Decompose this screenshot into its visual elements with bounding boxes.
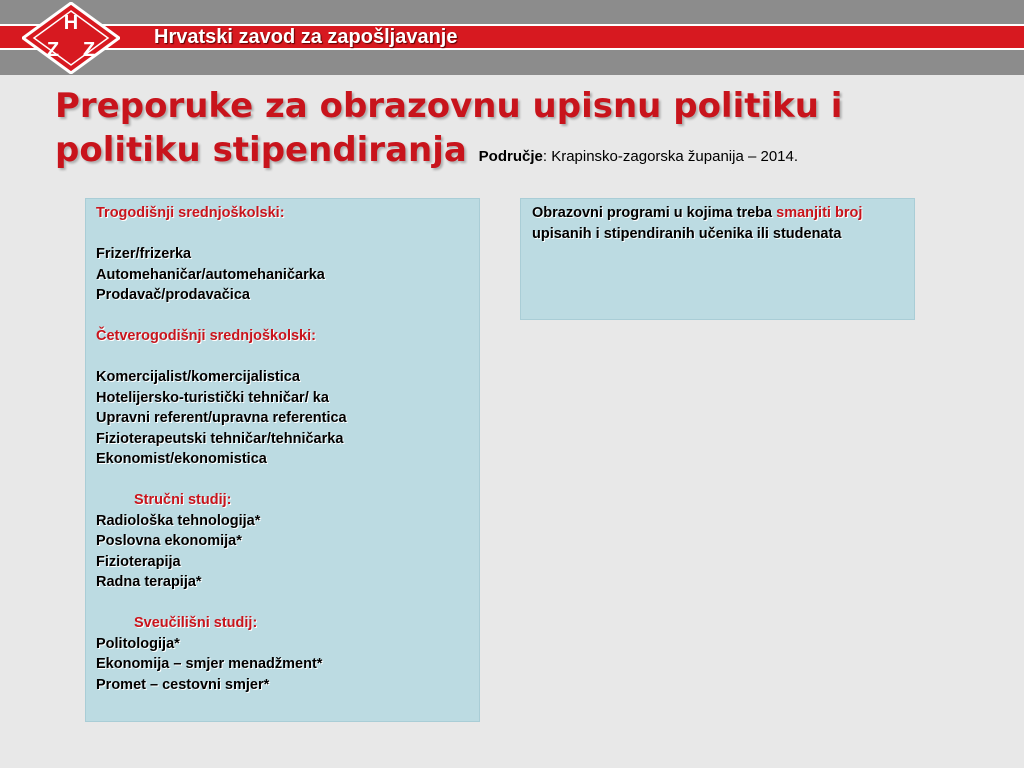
header-bottom-stripe	[0, 50, 1024, 75]
highlight-reduce: smanjiti broj	[776, 205, 863, 221]
page-title	[55, 84, 995, 179]
university-study-heading: Sveučilišni studij:	[134, 615, 258, 631]
spacer	[96, 470, 479, 491]
hzz-logo	[22, 2, 120, 74]
spacer	[96, 593, 479, 614]
professional-study-heading: Stručni studij:	[134, 492, 232, 508]
area-subtitle	[479, 148, 798, 165]
area-value: : Krapinsko-zagorska županija – 2014.	[542, 148, 799, 165]
page-title-main: Preporuke za obrazovnu upisnu politiku i politiku stipendiranja	[55, 86, 843, 170]
list-item: Frizer/frizerka	[96, 246, 192, 262]
list-item: Promet – cestovni smjer*	[96, 676, 270, 693]
header-band	[0, 0, 1024, 75]
list-item: Ekonomija – smjer menadžment*	[96, 656, 323, 672]
list-item: Upravni referent/upravna referentica	[96, 410, 347, 426]
four-year-heading: Četverogodišnji srednjoškolski:	[96, 328, 316, 344]
list-item: Radna terapija*	[96, 574, 202, 590]
reduce-enrollment-text	[532, 203, 902, 244]
list-item: Fizioterapeutski tehničar/tehničarka	[96, 430, 344, 447]
list-item: Politologija*	[96, 635, 180, 652]
list-item: Automehaničar/automehaničarka	[96, 266, 325, 283]
reduce-enrollment-box	[520, 198, 915, 320]
list-item: Fizioterapija	[96, 553, 181, 570]
list-item: Prodavač/prodavačica	[96, 287, 250, 303]
spacer	[96, 347, 479, 368]
list-item: Ekonomist/ekonomistica	[96, 451, 267, 467]
area-label: Područje	[478, 148, 543, 165]
list-item: Radiološka tehnologija*	[96, 512, 261, 529]
spacer	[96, 224, 479, 245]
header-top-stripe	[0, 0, 1024, 24]
logo-letter-z-right: Z	[82, 39, 96, 61]
list-item: Hotelijersko-turistički tehničar/ ka	[96, 389, 329, 406]
text-before-highlight: Obrazovni programi u kojima treba	[532, 205, 777, 221]
spacer	[96, 306, 479, 327]
list-item: Komercijalist/komercijalistica	[96, 369, 300, 385]
organization-name: Hrvatski zavod za zapošljavanje	[154, 26, 458, 48]
recommended-programs-box	[85, 198, 480, 722]
logo-letter-z-left: Z	[46, 39, 60, 61]
text-after-highlight: upisanih i stipendiranih učenika ili studenata	[532, 225, 842, 242]
list-item: Poslovna ekonomija*	[96, 533, 242, 549]
logo-letter-h: H	[63, 12, 79, 34]
three-year-heading: Trogodišnji srednjoškolski:	[96, 205, 285, 221]
